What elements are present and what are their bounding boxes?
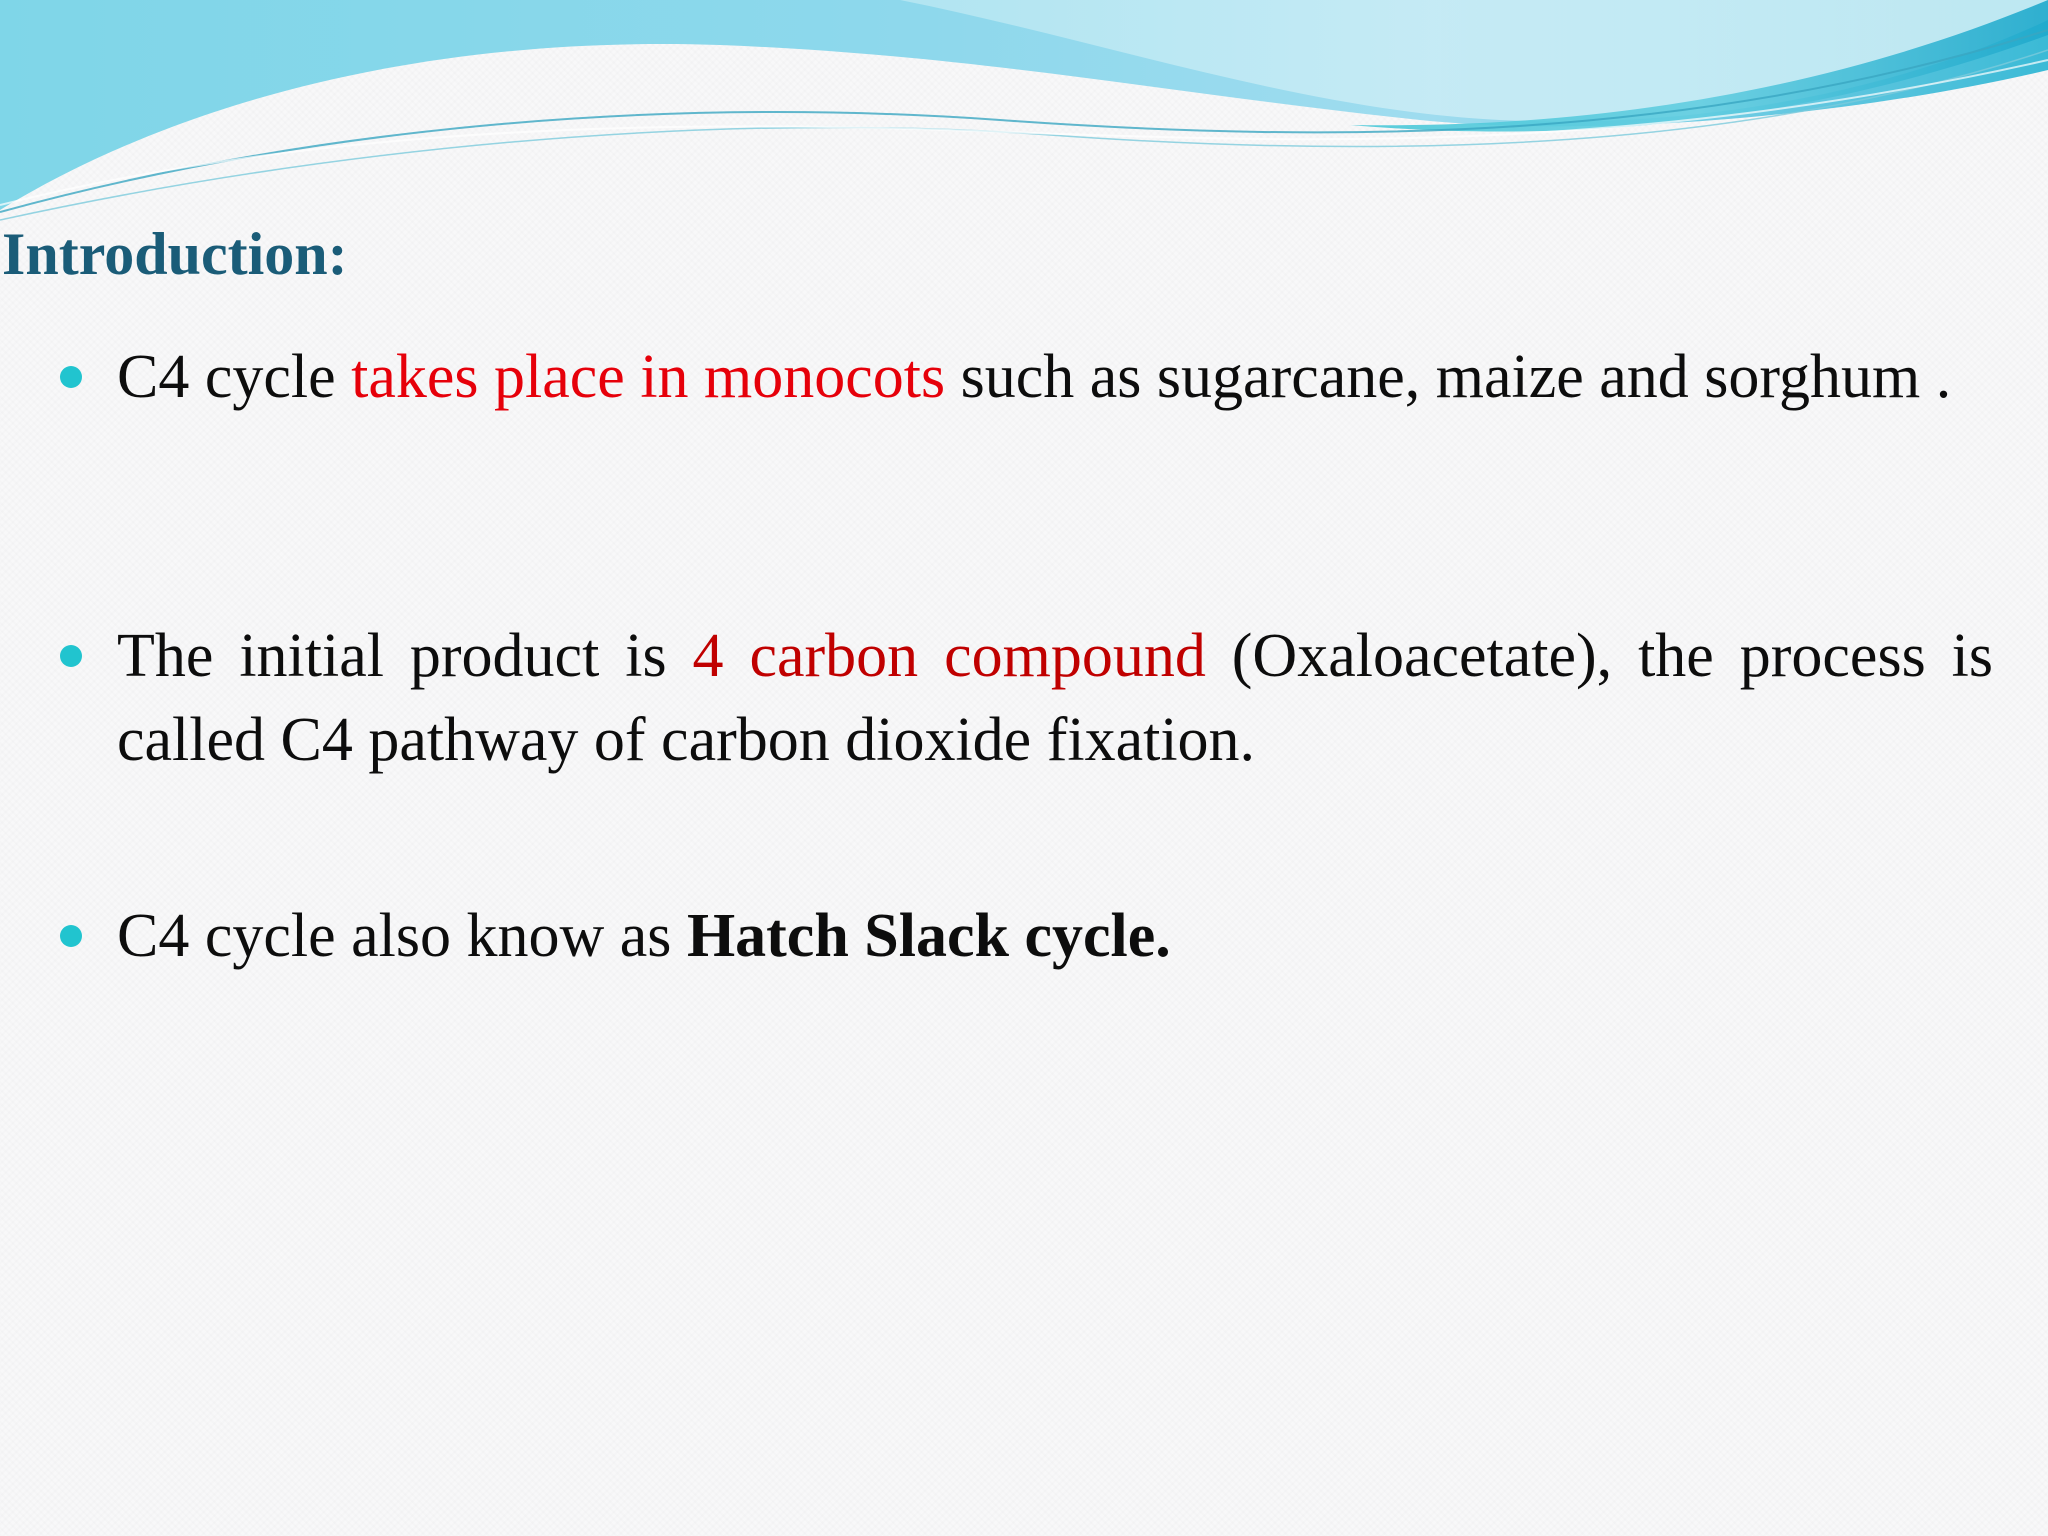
bullet-text: The initial product is: [117, 622, 693, 690]
bold-term: Hatch Slack cycle.: [686, 902, 1171, 970]
bullet-item: [117, 614, 1993, 782]
header-wave-decoration: [0, 0, 2048, 230]
bullet-text: (Oxaloacetate), the process is called C4 pathway of carbon dioxide fixation.: [117, 622, 1993, 774]
bullet-text: C4 cycle also know as: [117, 902, 687, 970]
bullet-dot-icon: [60, 366, 82, 388]
bullet-text: such as sugarcane, maize and sorghum .: [945, 343, 1952, 411]
bullet-dot-icon: [60, 925, 82, 947]
slide-title: Introduction:: [2, 221, 348, 287]
bullet-text: C4 cycle: [117, 343, 352, 411]
highlighted-text: 4 carbon compound: [692, 622, 1206, 690]
bullet-item: [117, 335, 1993, 419]
highlighted-text: takes place in monocots: [351, 343, 946, 411]
bullet-dot-icon: [60, 645, 82, 667]
bullet-item: [117, 894, 1993, 978]
